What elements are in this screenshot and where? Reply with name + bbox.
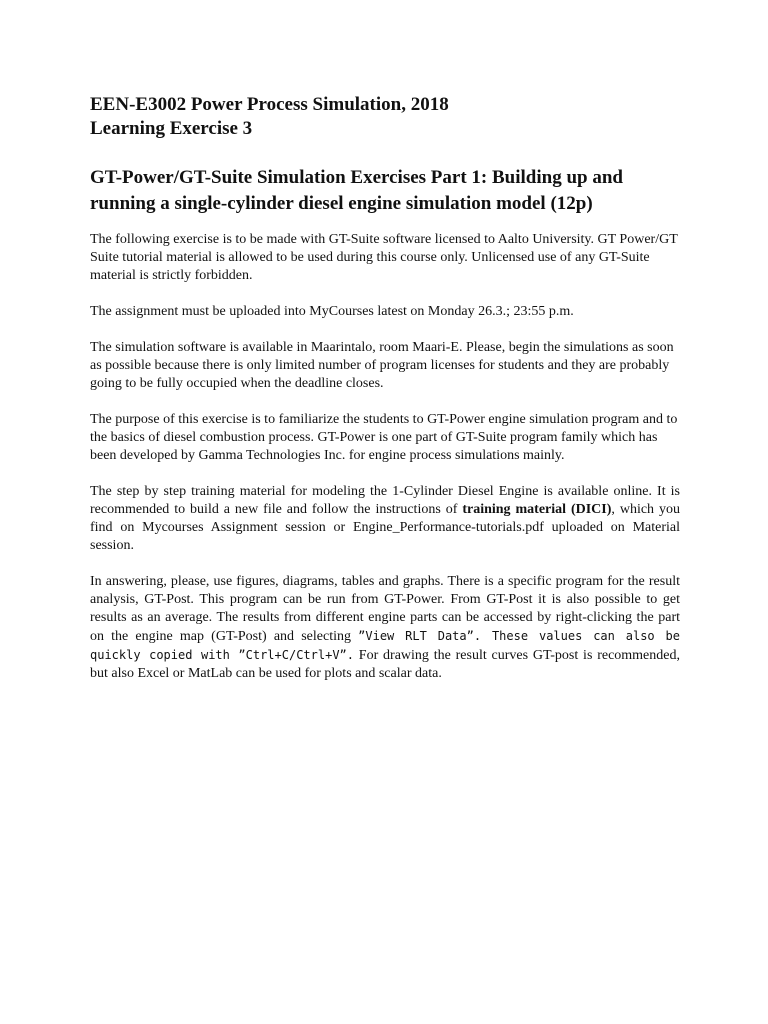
training-text-start: The step by step training material for modeling the 1-Cylinder Diesel Engine is available online. It is recommended to build a new file and follow the instructions of: [90, 484, 680, 517]
exercise-title: Learning Exercise 3: [90, 118, 253, 139]
purpose-paragraph: The purpose of this exercise is to familiarize the students to GT-Power engine simulation program and to the basics of diesel combustion process. GT-Power is one part of GT-Suite program family which has been developed by Gamma Technologies Inc. for engine process simulations mainly.: [90, 412, 678, 463]
location-paragraph: The simulation software is available in Maarintalo, room Maari-E. Please, begin the simulations as soon as possible because there is only limited number of program licenses for students and they are probably going to be fully occupied when the deadline closes.: [90, 340, 674, 391]
course-title: EEN-E3002 Power Process Simulation, 2018: [90, 94, 449, 115]
training-text-end: , which you find on Mycourses Assignment session or Engine_Performance-tutorials.pdf uploaded on Material session.: [90, 502, 680, 553]
license-paragraph: The following exercise is to be made with GT-Suite software licensed to Aalto University. GT Power/GT Suite tutorial material is allowed to be used during this course only. Unlicensed use of any GT-Suite material is strictly forbidden.: [90, 232, 678, 283]
rlt-data-instructions: ”View RLT Data”. These values can also be quickly copied with ”Ctrl+C/Ctrl+V”.: [90, 629, 680, 662]
answering-text-end: For drawing the result curves GT-post is recommended, but also Excel or MatLab can be used for plots and scalar data.: [90, 648, 680, 681]
answering-text-start: In answering, please, use figures, diagrams, tables and graphs. There is a specific program for the result analysis, GT-Post. This program can be run from GT-Power. From GT-Post it is also possible to get results as an average. The results from different engine parts can be accessed by right-clicking the part on the engine map (GT-Post) and selecting: [90, 574, 680, 644]
training-paragraph: [90, 483, 680, 555]
training-material-emphasis: training material (DICI): [462, 502, 612, 517]
answering-paragraph: [90, 573, 680, 683]
main-heading: GT-Power/GT-Suite Simulation Exercises Part 1: Building up and running a single-cylinder diesel engine simulation model (12p): [90, 167, 623, 214]
deadline-paragraph: The assignment must be uploaded into MyCourses latest on Monday 26.3.; 23:55 p.m.: [90, 304, 574, 319]
document-page: [90, 93, 680, 701]
